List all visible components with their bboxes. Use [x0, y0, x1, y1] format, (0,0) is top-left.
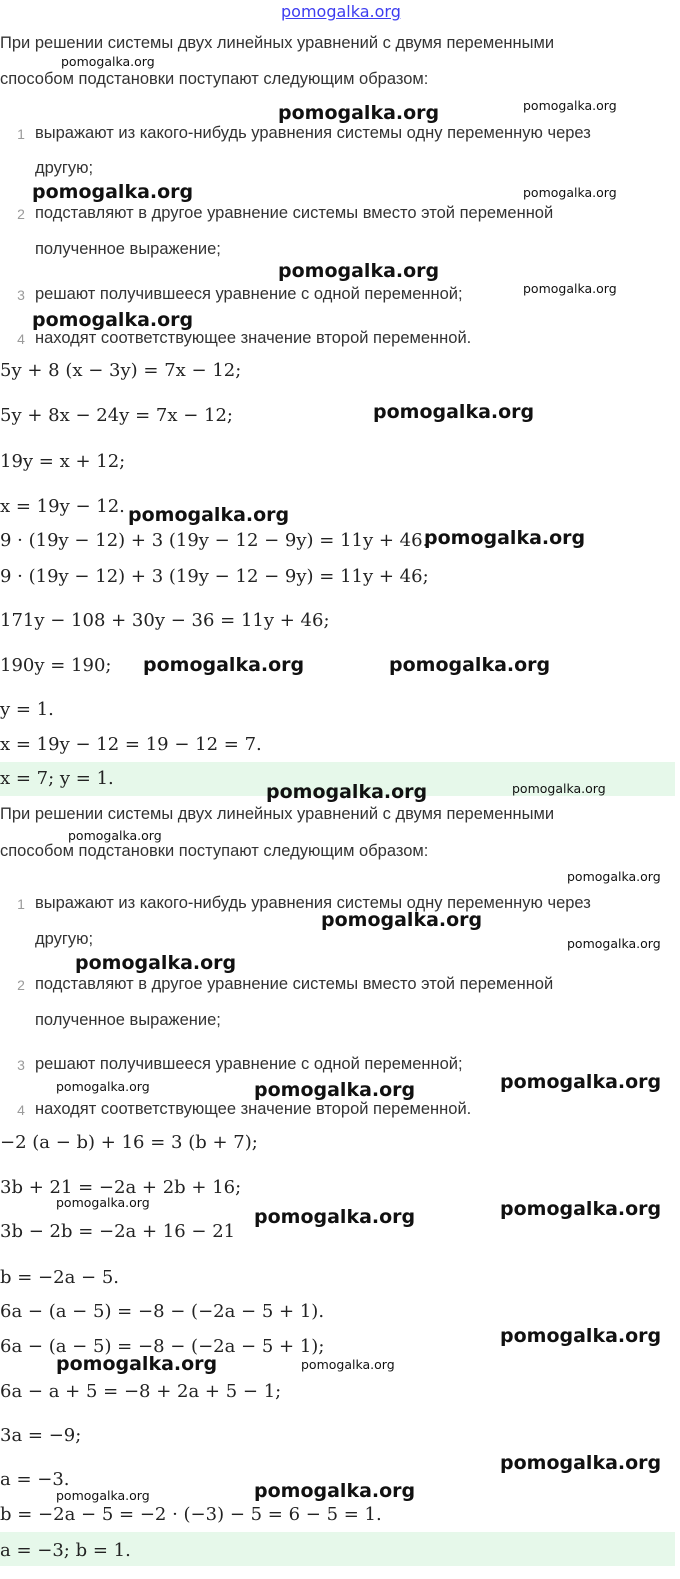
step-number: 1 [17, 896, 25, 912]
step-text: находят соответствующее значение второй переменной. [35, 1100, 472, 1118]
step-number: 3 [17, 287, 25, 303]
watermark: pomogalka.org [254, 1206, 416, 1228]
step-text: другую; [35, 159, 94, 177]
step-text: находят соответствующее значение второй переменной. [35, 329, 472, 347]
math-line: 6a − (a − 5) = −8 − (−2a − 5 + 1). [0, 1301, 325, 1322]
step-text: выражают из какого-нибудь уравнения системы одну переменную через [35, 124, 591, 142]
step-number: 4 [17, 1102, 25, 1118]
watermark: pomogalka.org [56, 1079, 150, 1094]
step-number: 3 [17, 1057, 25, 1073]
watermark: pomogalka.org [278, 260, 440, 282]
answer-line: x = 7; y = 1. [0, 768, 114, 789]
step-number: 2 [17, 977, 25, 993]
watermark: pomogalka.org [523, 98, 617, 113]
watermark: pomogalka.org [56, 1488, 150, 1503]
watermark: pomogalka.org [143, 654, 305, 676]
watermark: pomogalka.org [500, 1071, 662, 1093]
math-line: 171y − 108 + 30y − 36 = 11y + 46; [0, 610, 330, 631]
watermark: pomogalka.org [567, 936, 661, 951]
watermark: pomogalka.org [68, 828, 162, 843]
math-line: 3b + 21 = −2a + 2b + 16; [0, 1177, 242, 1198]
math-line: −2 (a − b) + 16 = 3 (b + 7); [0, 1132, 258, 1153]
math-line: 19y = x + 12; [0, 451, 126, 472]
watermark: pomogalka.org [56, 1195, 150, 1210]
math-line: 6a − (a − 5) = −8 − (−2a − 5 + 1); [0, 1336, 325, 1357]
watermark: pomogalka.org [75, 952, 237, 974]
intro-line: способом подстановки поступают следующим образом: [0, 70, 429, 88]
step-number: 1 [17, 126, 25, 142]
math-line: b = −2a − 5 = −2 · (−3) − 5 = 6 − 5 = 1. [0, 1504, 382, 1525]
step-text: подставляют в другое уравнение системы вместо этой переменной [35, 975, 554, 993]
step-text: полученное выражение; [35, 1011, 221, 1029]
watermark: pomogalka.org [278, 102, 440, 124]
math-line: y = 1. [0, 699, 54, 720]
intro-line: При решении системы двух линейных уравнений с двумя переменными [0, 805, 555, 823]
watermark: pomogalka.org [128, 504, 290, 526]
math-line: 3b − 2b = −2a + 16 − 21 [0, 1221, 236, 1242]
watermark: pomogalka.org [56, 1353, 218, 1375]
intro-line: способом подстановки поступают следующим образом: [0, 842, 429, 860]
watermark: pomogalka.org [32, 309, 194, 331]
step-text: полученное выражение; [35, 240, 221, 258]
watermark: pomogalka.org [523, 281, 617, 296]
math-line: 3a = −9; [0, 1425, 82, 1446]
math-line: 6a − a + 5 = −8 + 2a + 5 − 1; [0, 1381, 282, 1402]
math-line: b = −2a − 5. [0, 1267, 120, 1288]
watermark: pomogalka.org [567, 869, 661, 884]
answer-line: a = −3; b = 1. [0, 1540, 131, 1561]
watermark: pomogalka.org [254, 1480, 416, 1502]
watermark: pomogalka.org [266, 781, 428, 803]
watermark: pomogalka.org [321, 909, 483, 931]
step-text: другую; [35, 930, 94, 948]
intro-line: При решении системы двух линейных уравнений с двумя переменными [0, 34, 555, 52]
watermark: pomogalka.org [254, 1079, 416, 1101]
watermark: pomogalka.org [301, 1357, 395, 1372]
watermark: pomogalka.org [373, 401, 535, 423]
watermark: pomogalka.org [523, 185, 617, 200]
watermark: pomogalka.org [500, 1198, 662, 1220]
watermark: pomogalka.org [389, 654, 551, 676]
math-line: 5y + 8x − 24y = 7x − 12; [0, 405, 233, 426]
site-header-link[interactable]: pomogalka.org [281, 2, 401, 21]
step-text: подставляют в другое уравнение системы вместо этой переменной [35, 204, 554, 222]
step-number: 4 [17, 331, 25, 347]
watermark: pomogalka.org [500, 1325, 662, 1347]
math-line: 9 · (19y − 12) + 3 (19y − 12 − 9y) = 11y + 46. [0, 530, 429, 551]
math-line: x = 19y − 12. [0, 496, 125, 517]
math-line: a = −3. [0, 1469, 70, 1490]
math-line: 9 · (19y − 12) + 3 (19y − 12 − 9y) = 11y + 46; [0, 566, 429, 587]
math-line: 190y = 190; [0, 655, 112, 676]
step-text: решают получившееся уравнение с одной переменной; [35, 1055, 463, 1073]
watermark: pomogalka.org [32, 181, 194, 203]
watermark: pomogalka.org [424, 527, 586, 549]
step-text: решают получившееся уравнение с одной переменной; [35, 285, 463, 303]
watermark: pomogalka.org [61, 54, 155, 69]
step-number: 2 [17, 206, 25, 222]
watermark: pomogalka.org [512, 781, 606, 796]
watermark: pomogalka.org [500, 1452, 662, 1474]
math-line: x = 19y − 12 = 19 − 12 = 7. [0, 734, 262, 755]
math-line: 5y + 8 (x − 3y) = 7x − 12; [0, 360, 242, 381]
step-text: выражают из какого-нибудь уравнения системы одну переменную через [35, 894, 591, 912]
